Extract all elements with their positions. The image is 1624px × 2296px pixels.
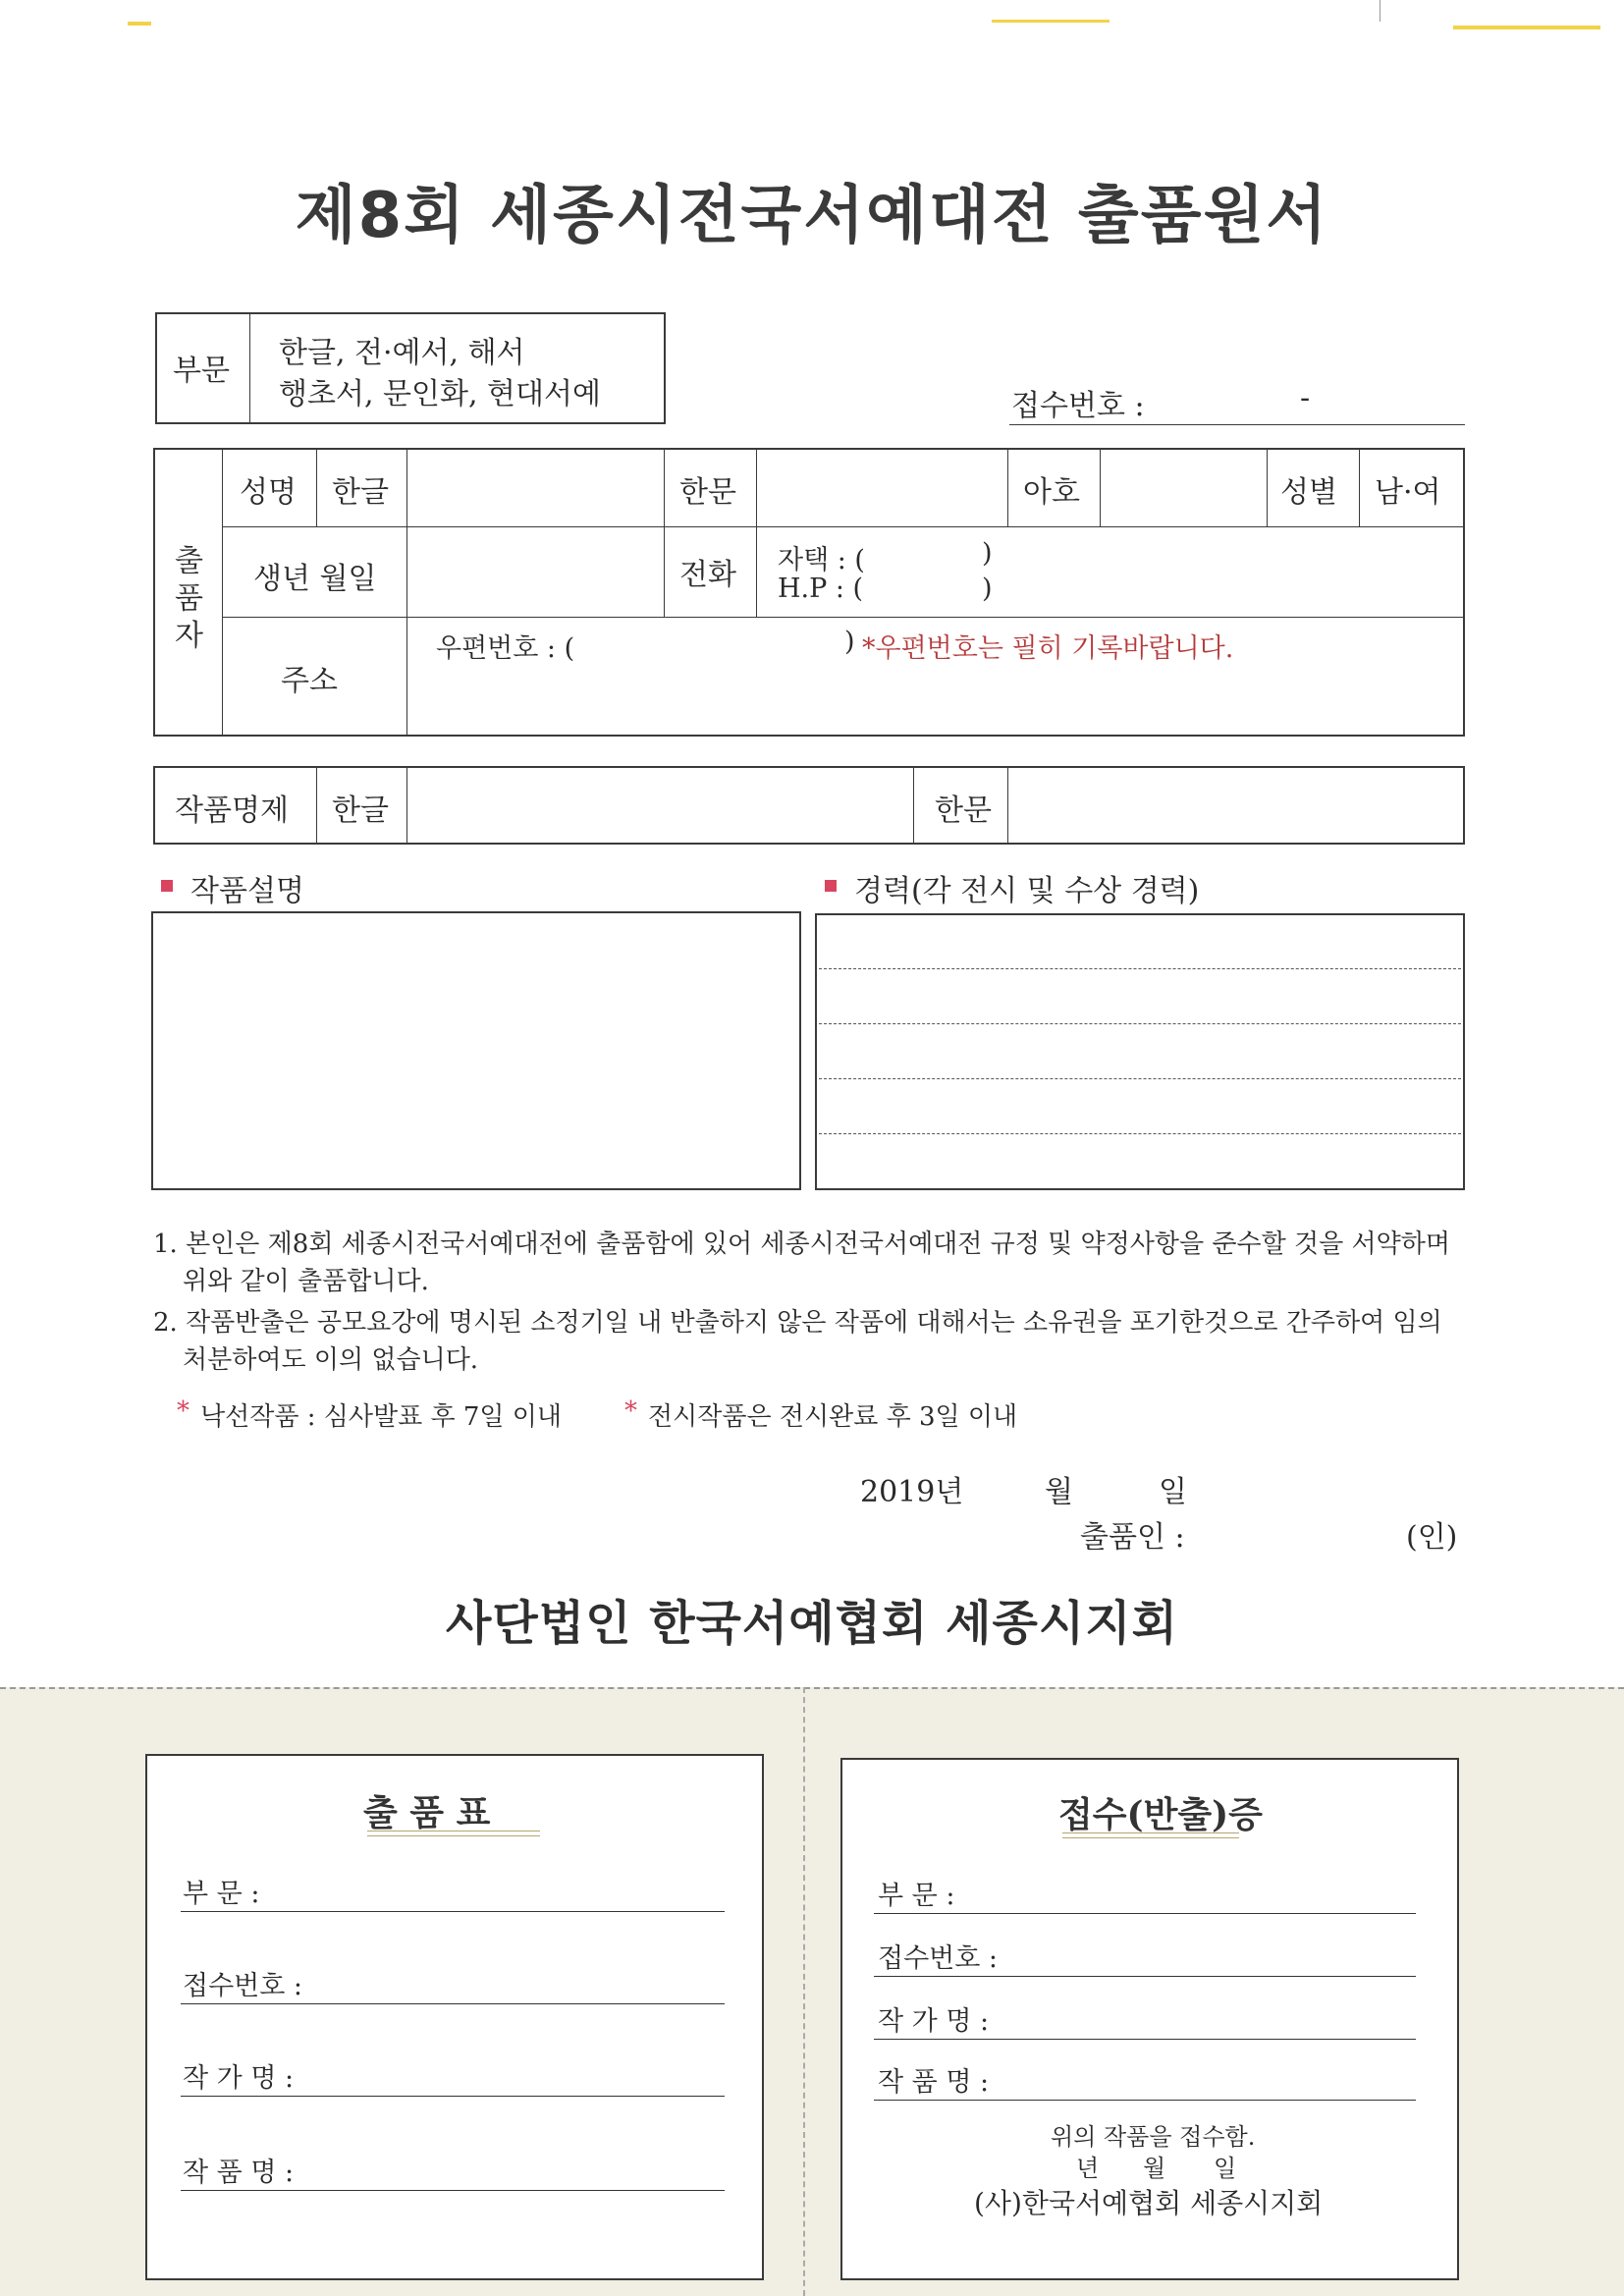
home-phone-label: 자택 : ( (778, 545, 865, 575)
work-title-divider-1 (316, 766, 317, 845)
ticket-work-label: 작 품 명 : (183, 2158, 295, 2188)
page-title: 제8회 세종시전국서예대전 출품원서 (295, 180, 1329, 252)
receipt-date-month: 월 (1143, 2155, 1166, 2182)
work-title-label: 작품명제 (175, 793, 289, 828)
pledge-item-2-line-2: 처분하여도 이의 없습니다. (183, 1345, 479, 1375)
gender-value[interactable]: 남·여 (1375, 475, 1441, 510)
receipt-number-dash: - (1300, 381, 1311, 415)
category-divider (249, 312, 250, 424)
receipt-organization: (사)한국서예협회 세종시지회 (974, 2187, 1324, 2219)
receipt-date-year: 년 (1076, 2155, 1100, 2182)
home-phone-close: ) (982, 538, 993, 569)
penname-col-divider-right (1100, 448, 1101, 526)
ticket-receipt-number-line[interactable] (181, 2003, 725, 2004)
ticket-category-label: 부 문 : (183, 1879, 260, 1909)
note-exhibited-works: 전시작품은 전시완료 후 3일 이내 (648, 1402, 1018, 1432)
applicant-side-label-2: 품 (175, 581, 203, 616)
receipt-artist-label: 작 가 명 : (878, 2006, 990, 2037)
entry-ticket-title: 출 품 표 (363, 1792, 491, 1833)
address-label: 주소 (281, 664, 338, 698)
ticket-artist-label: 작 가 명 : (183, 2063, 295, 2094)
career-row-line (819, 968, 1461, 969)
gender-col-divider-left (1267, 448, 1268, 526)
receipt-date-day: 일 (1214, 2155, 1237, 2182)
work-title-divider-2 (406, 766, 407, 845)
birth-field[interactable] (408, 528, 662, 615)
work-title-hanja-field[interactable] (1009, 768, 1463, 843)
mobile-phone-label: H.P : ( (778, 574, 864, 604)
receipt-category-line[interactable] (874, 1913, 1416, 1914)
work-title-hangul-field[interactable] (408, 768, 911, 843)
birth-label: 생년 월일 (253, 562, 377, 596)
receipt-work-label: 작 품 명 : (878, 2067, 990, 2098)
scan-mark (128, 22, 151, 26)
postal-code-close: ) (844, 627, 855, 657)
mobile-phone-close: ) (982, 574, 993, 604)
receipt-category-label: 부 문 : (878, 1881, 955, 1911)
address-field[interactable] (408, 668, 1463, 735)
applicant-side-label-1: 출 (175, 544, 203, 578)
hanja-col-divider-left (664, 448, 665, 617)
career-row-line (819, 1023, 1461, 1024)
pen-name-label: 아호 (1023, 475, 1080, 510)
name-label: 성명 (240, 475, 297, 510)
receipt-work-line[interactable] (874, 2100, 1416, 2101)
applicant-row-divider-2 (222, 617, 1465, 618)
scan-mark (992, 20, 1110, 23)
scan-mark (1453, 26, 1600, 29)
date-year: 2019년 (860, 1475, 964, 1509)
date-day[interactable]: 일 (1159, 1475, 1187, 1509)
cut-line-horizontal (0, 1687, 1624, 1689)
category-line1: 한글, 전·예서, 해서 (279, 336, 525, 370)
receipt-number-line[interactable] (1009, 424, 1465, 425)
category-label: 부문 (173, 354, 230, 388)
work-description-box[interactable] (151, 911, 801, 1190)
name-hangul-field[interactable] (408, 450, 662, 524)
cut-line-vertical (803, 1687, 805, 2296)
career-label: 경력(각 전시 및 수상 경력) (854, 874, 1200, 908)
ticket-artist-line[interactable] (181, 2096, 725, 2097)
asterisk-icon: * (177, 1396, 189, 1426)
work-title-hangul-label: 한글 (332, 793, 389, 828)
applicant-row-divider-1 (222, 526, 1465, 527)
pledge-item-2-line-1: 2. 작품반출은 공모요강에 명시된 소정기일 내 반출하지 않은 작품에 대해서는 소유권을 포기한것으로 간주하여 임의 (153, 1308, 1442, 1338)
work-title-divider-4 (1007, 766, 1008, 845)
receipt-artist-line[interactable] (874, 2039, 1416, 2040)
bullet-square-icon (161, 880, 173, 892)
date-month[interactable]: 월 (1045, 1475, 1073, 1509)
gender-label: 성별 (1280, 475, 1337, 510)
postal-code-note: *우편번호는 필히 기록바랍니다. (862, 633, 1234, 664)
career-box[interactable] (815, 913, 1465, 1190)
receipt-number-label: 접수번호 : (1011, 389, 1145, 423)
pledge-item-1-line-2: 위와 같이 출품합니다. (183, 1267, 429, 1296)
applicant-side-divider (222, 448, 223, 737)
name-col-divider (316, 448, 317, 526)
hanja-col-divider-right (756, 448, 757, 617)
name-hanja-field[interactable] (758, 450, 1005, 524)
receipt-card-title: 접수(반출)증 (1058, 1794, 1263, 1835)
applicant-sign-label: 출품인 : (1080, 1520, 1185, 1555)
phone-label: 전화 (679, 558, 736, 592)
career-row-line (819, 1078, 1461, 1079)
pen-name-field[interactable] (1102, 450, 1265, 524)
receipt-number-line[interactable] (874, 1976, 1416, 1977)
ticket-category-line[interactable] (181, 1911, 725, 1912)
title-underline (367, 1831, 540, 1836)
organization-name: 사단법인 한국서예협회 세종시지회 (446, 1596, 1178, 1651)
note-rejected-works: 낙선작품 : 심사발표 후 7일 이내 (200, 1402, 563, 1432)
applicant-side-label-3: 자 (175, 619, 203, 653)
ticket-work-line[interactable] (181, 2190, 725, 2191)
name-hangul-label: 한글 (332, 475, 389, 510)
receipt-number-label: 접수번호 : (878, 1943, 999, 1974)
asterisk-icon: * (624, 1396, 637, 1426)
seal-label[interactable]: (인) (1406, 1520, 1458, 1555)
title-underline (1062, 1832, 1239, 1838)
bullet-square-icon (825, 880, 837, 892)
gender-col-divider-right (1359, 448, 1360, 526)
work-description-label: 작품설명 (190, 874, 304, 908)
work-title-hanja-label: 한문 (935, 793, 992, 828)
label-col-divider (406, 448, 407, 737)
work-title-divider-3 (913, 766, 914, 845)
pledge-item-1-line-1: 1. 본인은 제8회 세종시전국서예대전에 출품함에 있어 세종시전국서예대전 규정 및 약정사항을 준수할 것을 서약하며 (153, 1230, 1450, 1259)
career-row-line (819, 1133, 1461, 1134)
receipt-confirm-text: 위의 작품을 접수함. (1051, 2123, 1256, 2151)
category-line2: 행초서, 문인화, 현대서예 (279, 377, 601, 411)
name-hanja-label: 한문 (679, 475, 736, 510)
ticket-receipt-number-label: 접수번호 : (183, 1971, 303, 2001)
postal-code-label: 우편번호 : ( (436, 633, 575, 664)
penname-col-divider-left (1007, 448, 1008, 526)
